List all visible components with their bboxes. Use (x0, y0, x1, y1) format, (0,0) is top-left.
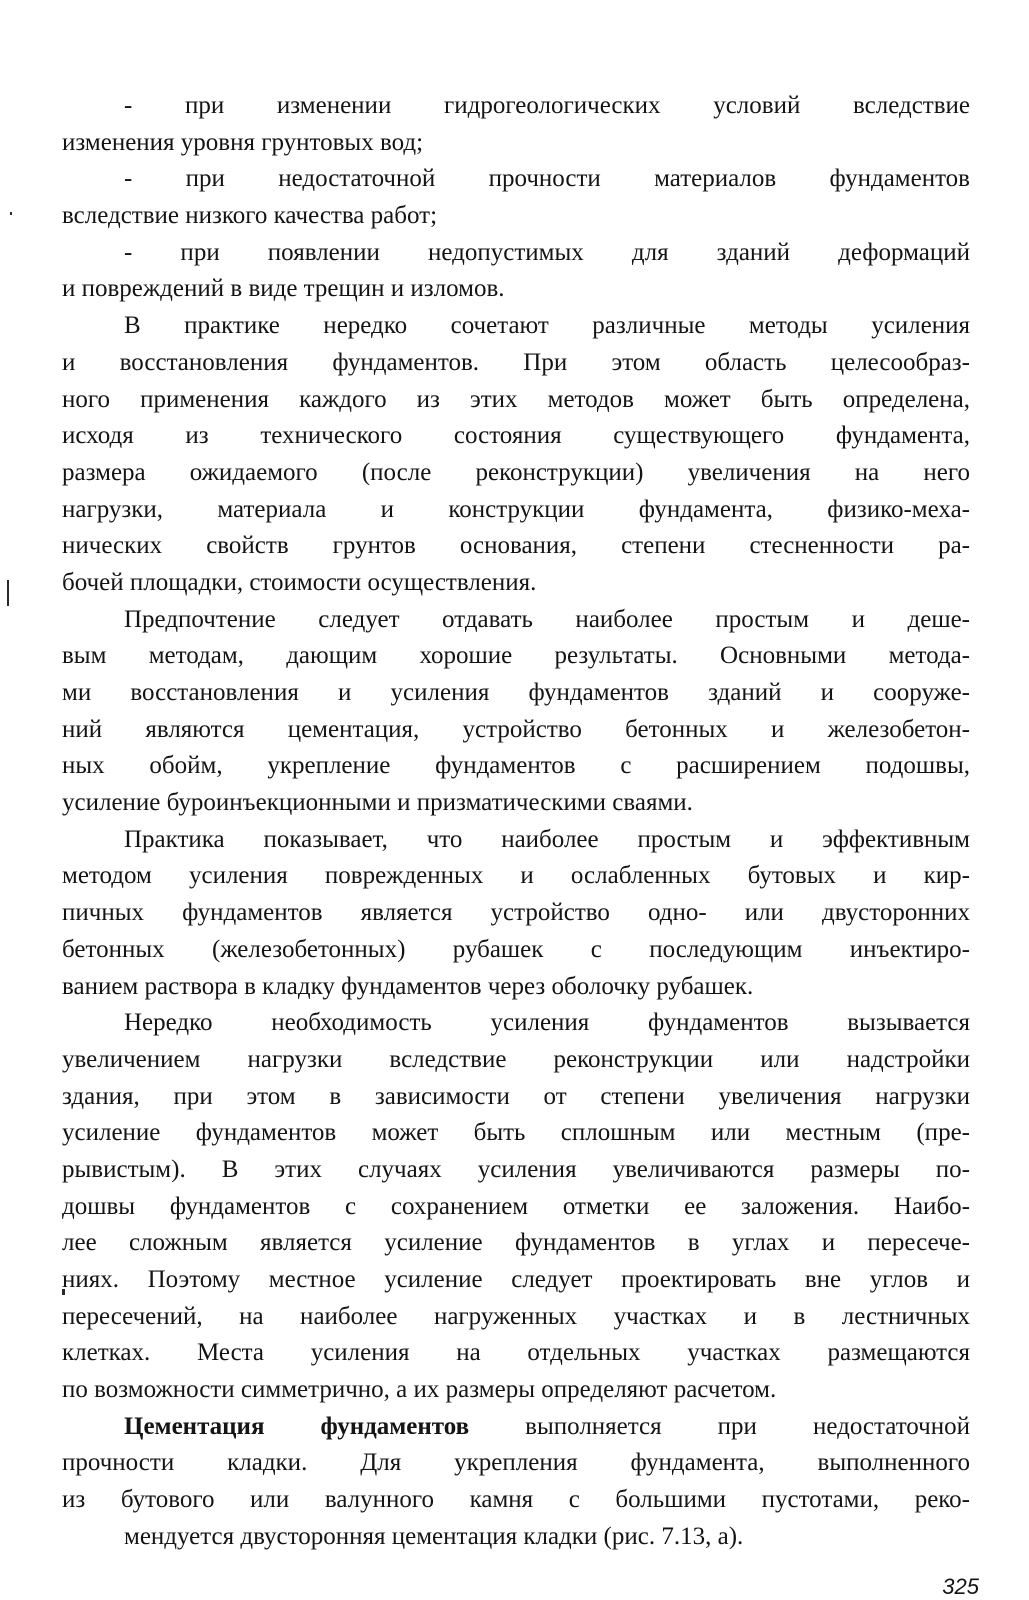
text-line: увеличением нагрузки вследствие реконструкции или надстройки (62, 1045, 970, 1073)
page-number: 325 (942, 1574, 979, 1599)
text-line: клетках. Места усиления на отдельных участках размещаются (62, 1339, 970, 1367)
text-line: Нередко необходимость усиления фундаментов вызывается (124, 1009, 970, 1037)
text-line: бетонных (железобетонных) рубашек с последующим инъектиро- (62, 935, 970, 963)
text-line: усиление буроинъекционными и призматическими сваями. (62, 789, 693, 817)
text-line: лее сложным является усиление фундаментов в углах и пересече- (62, 1229, 970, 1257)
text-line: Практика показывает, что наиболее простым и эффективным (124, 825, 970, 853)
text-line: пичных фундаментов является устройство одно- или двусторонних (62, 899, 970, 927)
text-line: вследствие низкого качества работ; (62, 202, 438, 230)
text-line: здания, при этом в зависимости от степени увеличения нагрузки (62, 1082, 970, 1110)
text-line: пересечений, на наиболее нагруженных участках и в лестничных (62, 1302, 970, 1330)
text-line: методом усиления поврежденных и ослабленных бутовых и кир- (62, 862, 970, 890)
text-line: исходя из технического состояния существующего фундамента, (62, 422, 970, 450)
text-line: - при появлении недопустимых для зданий деформаций (124, 238, 970, 266)
text-line: В практике нередко сочетают различные методы усиления (124, 312, 970, 340)
text-line: ных обойм, укрепление фундаментов с расширением подошвы, (62, 752, 970, 780)
text-line: ми восстановления и усиления фундаментов зданий и сооруже- (62, 679, 970, 706)
text-line: дошвы фундаментов с сохранением отметки ее заложения. Наибо- (62, 1192, 970, 1220)
bold-term: Цементация фундаментов (124, 1412, 470, 1440)
body-text (62, 88, 970, 1556)
margin-mark (7, 580, 9, 606)
text-line: по возможности симметрично, а их размеры определяют расчетом. (62, 1376, 777, 1404)
text-line: усиление фундаментов может быть сплошным или местным (пре- (62, 1119, 970, 1147)
text-line: нагрузки, материала и конструкции фундамента, физико-меха- (62, 495, 970, 523)
text-line: размера ожидаемого (после реконструкции) увеличения на него (62, 458, 970, 486)
text-line: из бутового или валунного камня с большими пустотами, реко- (62, 1486, 970, 1514)
text-line: рывистым). В этих случаях усиления увеличиваются размеры по- (62, 1155, 970, 1183)
text-line: нических свойств грунтов основания, степени стесненности ра- (62, 532, 970, 560)
text-line (62, 1409, 970, 1446)
text-line: ниях. Поэтому местное усиление следует проектировать вне углов и (62, 1266, 970, 1293)
text-line: изменения уровня грунтовых вод; (62, 128, 424, 156)
text-line: ванием раствора в кладку фундаментов через оболочку рубашек. (62, 972, 754, 1000)
text-line: - при недостаточной прочности материалов фундаментов (124, 165, 970, 193)
text-line: Предпочтение следует отдавать наиболее простым и деше- (124, 605, 970, 633)
text-line-remainder: выполняется при недостаточной (469, 1412, 970, 1440)
margin-mark (10, 212, 12, 215)
text-line: - при изменении гидрогеологических условий вследствие (124, 92, 970, 119)
text-line: ного применения каждого из этих методов может быть определена, (62, 385, 970, 413)
text-line: и восстановления фундаментов. При этом область целесообраз- (62, 348, 970, 376)
text-line: бочей площадки, стоимости осуществления. (62, 568, 537, 596)
text-line: вым методам, дающим хорошие результаты. Основными метода- (62, 642, 970, 670)
text-line: прочности кладки. Для укрепления фундамента, выполненного (62, 1449, 970, 1477)
text-line: и повреждений в виде трещин и изломов. (62, 275, 505, 303)
text-line: мендуется двусторонняя цементация кладки (рис. 7.13, а). (124, 1522, 744, 1550)
text-line: ний являются цементация, устройство бетонных и железобетон- (62, 715, 970, 743)
